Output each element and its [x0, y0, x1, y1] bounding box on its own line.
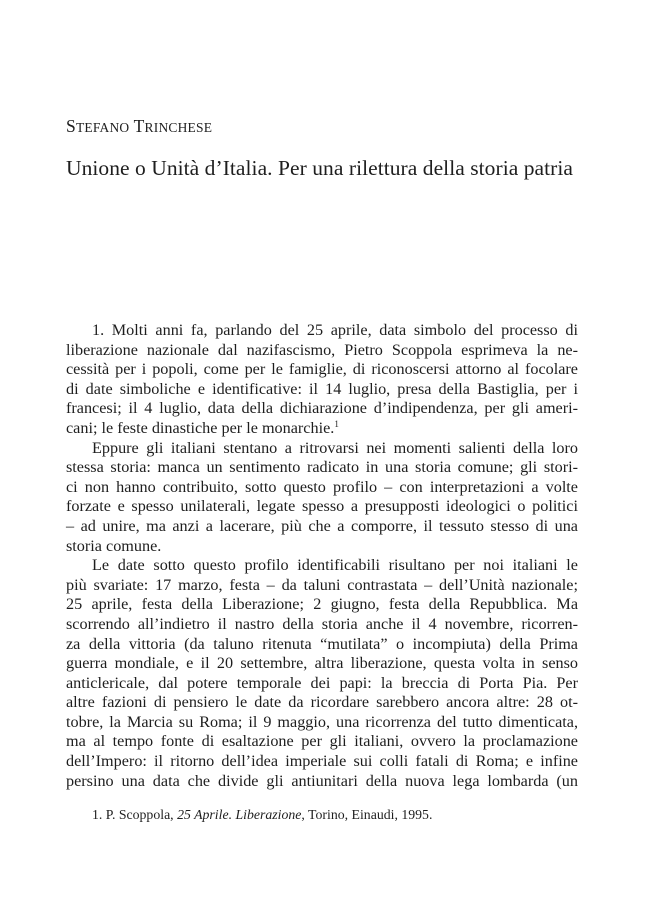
body-line [66, 595, 578, 615]
body-line [66, 497, 578, 517]
footnote-italic-title: 25 Aprile. Liberazione [177, 807, 302, 822]
body-line [66, 615, 578, 635]
body-line [66, 439, 578, 459]
body-line [66, 732, 578, 752]
body-line [66, 635, 578, 655]
footnote [92, 807, 432, 823]
body-line-text: dell’Impero: il ritorno dell’idea imperiale sui colli fatali di Roma; e infine [66, 752, 578, 771]
body-line [66, 713, 578, 733]
body-line [66, 341, 578, 361]
body-line [66, 576, 578, 596]
body-line-text: tobre, la Marcia su Roma; il 9 maggio, una ricorrenza del tutto dimenticata, [66, 712, 578, 731]
body-line-text: storia comune. [66, 536, 162, 555]
body-line-text: cessità per i popoli, come per le famiglie, di riconoscersi attorno al focolare [66, 360, 578, 379]
footnote-prefix: 1. P. Scoppola, [92, 807, 178, 822]
footnote-reference: 1 [334, 418, 339, 429]
chapter-author [66, 116, 212, 137]
body-line-text: francesi; il 4 luglio, data della dichiarazione d’indipendenza, per gli ameri- [66, 399, 578, 418]
body-line [66, 654, 578, 674]
body-line [66, 674, 578, 694]
body-line-text: ma al tempo fonte di esaltazione per gli italiani, ovvero la proclamazione [66, 732, 578, 751]
body-line-text: più svariate: 17 marzo, festa – da taluni contrastata – dell’Unità nazionale; [66, 575, 578, 594]
author-first-rest: TEFANO [75, 120, 130, 135]
body-line [66, 360, 578, 380]
body-line-text: 25 aprile, festa della Liberazione; 2 giugno, festa della Repubblica. Ma [66, 595, 578, 614]
author-last-rest: RINCHESE [144, 120, 213, 135]
body-line-text: za della vittoria (da taluno ritenuta “mutilata” o incompiuta) della Prima [66, 634, 578, 653]
body-line [66, 419, 578, 439]
body-line-text: persino una data che divide gli antiunitari della nuova lega lombarda (un [66, 771, 578, 790]
body-line [66, 693, 578, 713]
body-line-text: forzate e spesso unilaterali, legate spesso a presupposti ideologici o politici [66, 497, 578, 516]
body-line-text: 1. Molti anni fa, parlando del 25 aprile, data simbolo del processo di [92, 321, 578, 339]
body-line-text: anticlericale, dal potere temporale dei papi: la breccia di Porta Pia. Per [66, 673, 578, 692]
body-line [66, 478, 578, 498]
body-line-text: scorrendo all’indietro il nastro della storia anche il 4 novembre, ricorren- [66, 614, 578, 633]
author-first-initial: S [66, 116, 76, 136]
body-text [66, 321, 578, 791]
body-line-text: altre fazioni di pensiero le date da ricordare sarebbero ancora altre: 28 ot- [66, 693, 578, 712]
body-line [66, 752, 578, 772]
body-line-text: cani; le feste dinastiche per le monarchie. [66, 418, 335, 437]
body-line-text: – ad unire, ma anzi a lacerare, più che a comporre, il tessuto stesso di una [66, 516, 578, 535]
body-line [66, 556, 578, 576]
body-line [66, 321, 578, 341]
body-line [66, 458, 578, 478]
body-line-text: Le date sotto questo profilo identificabili risultano per noi italiani le [92, 556, 578, 575]
footnote-suffix: , Torino, Einaudi, 1995. [301, 807, 433, 822]
body-line [66, 380, 578, 400]
body-line-text: Eppure gli italiani stentano a ritrovarsi nei momenti salienti della loro [92, 438, 578, 457]
body-line [66, 399, 578, 419]
body-line-text: di date simboliche e identificative: il 14 luglio, presa della Bastiglia, per i [66, 379, 578, 398]
body-line-text: liberazione nazionale dal nazifascismo, Pietro Scoppola esprimeva la ne- [66, 340, 578, 359]
body-line [66, 537, 578, 557]
author-last-initial: T [133, 116, 145, 136]
body-line-text: stessa storia: manca un sentimento radicato in una storia comune; gli stori- [66, 458, 578, 477]
body-line [66, 517, 578, 537]
chapter-title: Unione o Unità d’Italia. Per una rilettura della storia patria [66, 156, 573, 180]
body-line-text: ci non hanno contribuito, sotto questo profilo – con interpretazioni a volte [66, 477, 578, 496]
body-line [66, 772, 578, 792]
body-line-text: guerra mondiale, e il 20 settembre, altra liberazione, questa volta in senso [66, 654, 578, 673]
